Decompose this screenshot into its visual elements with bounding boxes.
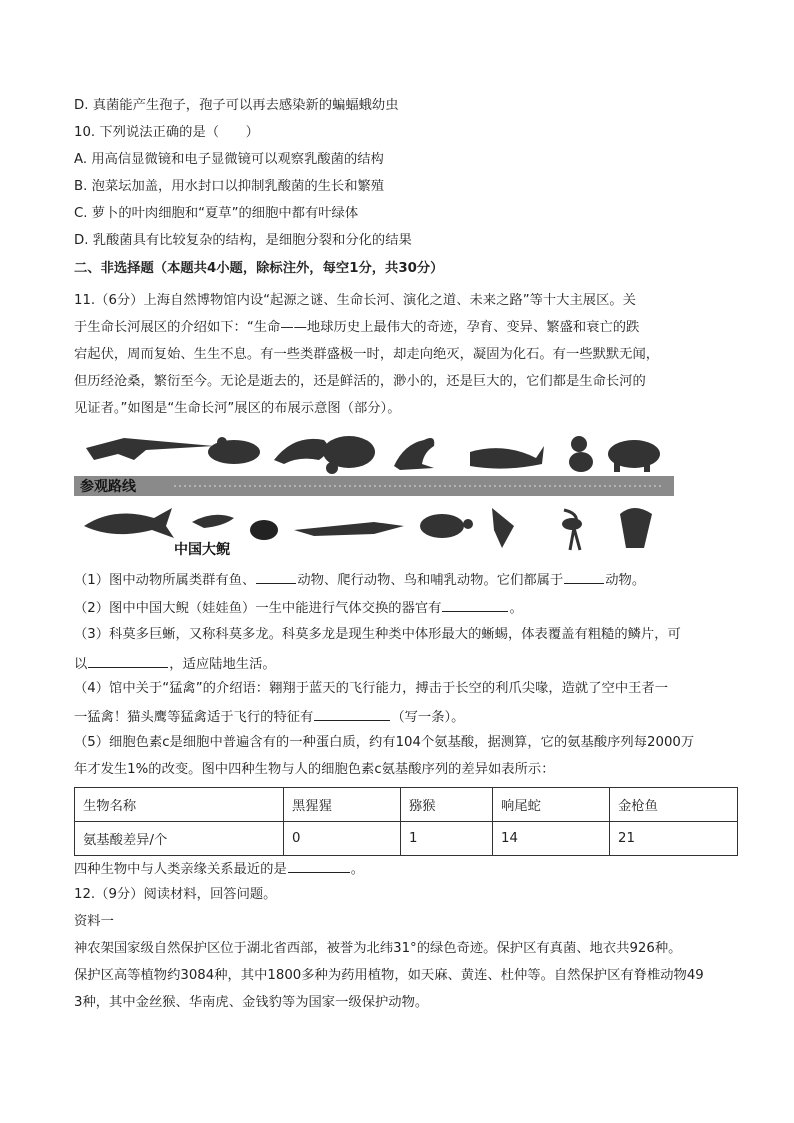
q12-stem: 12.（9分）阅读材料，回答问题。 <box>74 887 277 902</box>
crane-icon <box>562 510 582 550</box>
q11-line-4: 但历经沧桑，繁衍至今。无论是逝去的，还是鲜活的，渺小的，还是巨大的，它们都是生命长河的 <box>74 374 646 389</box>
salamander-label: 中国大鲵 <box>174 541 230 557</box>
owl-icon <box>620 508 652 548</box>
crocodile-icon <box>294 522 404 536</box>
bird-icon <box>492 508 514 548</box>
sub-q5-line-2: 年才发生1%的改变。图中四种生物与人的细胞色素c氨基酸序列的差异如表所示： <box>74 762 555 777</box>
answer-blank[interactable] <box>314 707 390 721</box>
answer-blank[interactable] <box>564 570 604 584</box>
table-row <box>75 822 738 856</box>
table-cell: 14 <box>493 822 610 856</box>
table-cell: 生物名称 <box>75 788 284 822</box>
q10-option-a: A. 用高信显微镜和电子显微镜可以观察乳酸菌的结构 <box>74 152 384 167</box>
frog-icon <box>208 437 260 464</box>
q10-option-c: C. 萝卜的叶肉细胞和“夏草”的细胞中都有叶绿体 <box>74 206 359 221</box>
creature-icon <box>323 436 375 474</box>
q9-option-d: D. 真菌能产生孢子，孢子可以再去感染新的蝙蝠蛾幼虫 <box>74 98 399 113</box>
table-header-row <box>75 788 738 822</box>
table-cell: 1 <box>401 822 493 856</box>
q10-option-d: D. 乳酸菌具有比较复杂的结构，是细胞分裂和分化的结果 <box>74 233 412 248</box>
q11-line-1: 11.（6分）上海自然博物馆内设“起源之谜、生命长河、演化之道、未来之路”等十大主展区。关 <box>74 293 636 308</box>
after-table: 四种生物中与人类亲缘关系最近的是 。 <box>74 859 364 879</box>
answer-blank[interactable] <box>442 598 508 612</box>
table-cell: 21 <box>610 822 738 856</box>
route-label: 参观路线 <box>80 478 136 494</box>
sub-q2: （2）图中中国大鲵（娃娃鱼）一生中能进行气体交换的器官有 。 <box>74 598 523 618</box>
bear-icon <box>608 440 660 472</box>
table-cell: 氨基酸差异/个 <box>75 822 284 856</box>
sea-lion-icon <box>394 438 434 470</box>
turtle-icon <box>420 514 473 538</box>
material-line-1: 神农架国家级自然保护区位于湖北省西部，被誉为北纬31°的绿色奇迹。保护区有真菌、地衣共926种。 <box>74 941 682 956</box>
answer-blank[interactable] <box>88 654 168 668</box>
table-cell: 响尾蛇 <box>493 788 610 822</box>
sub-q3-line-1: （3）科莫多巨蜥，又称科莫多龙。科莫多龙是现生种类中体形最大的蜥蜴，体表覆盖有粗糙的鳞片，可 <box>74 627 681 642</box>
cytochrome-table <box>74 787 738 856</box>
life-river-figure <box>74 430 674 558</box>
q11-line-2: 于生命长河展区的介绍如下：“生命——地球历史上最伟大的奇迹，孕育、变异、繁盛和衰亡的跌 <box>74 320 640 335</box>
mammal-icon <box>274 439 328 464</box>
sub-q3-line-2: 以 ，适应陆地生活。 <box>74 654 276 674</box>
q10-stem: 10. 下列说法正确的是（ ） <box>74 125 259 140</box>
q11-line-3: 宕起伏，周而复始、生生不息。有一些类群盛极一时，却走向绝灭，凝固为化石。有一些默默无闻， <box>74 347 660 362</box>
whale-icon <box>470 446 544 469</box>
sub-q4-line-1: （4）馆中关于“猛禽”的介绍语：翱翔于蓝天的飞行能力，搏击于长空的利爪尖喙，造就了空中王者一 <box>74 681 669 696</box>
table-cell: 黑猩猩 <box>284 788 401 822</box>
sub-q1: （1）图中动物所属类群有鱼、 动物、爬行动物、鸟和哺乳动物。它们都属于 动物。 <box>74 570 645 590</box>
answer-blank[interactable] <box>288 859 350 873</box>
table-cell: 金枪鱼 <box>610 788 738 822</box>
sub-q5-line-1: （5）细胞色素c是细胞中普遍含有的一种蛋白质，约有104个氨基酸，据测算，它的氨基酸序列每2000万 <box>74 735 695 750</box>
material-label: 资料一 <box>74 914 114 929</box>
material-line-2: 保护区高等植物约3084种，其中1800多种为药用植物，如天麻、黄连、杜仲等。自然保护区有脊椎动物49 <box>74 968 704 983</box>
q11-line-5: 见证者。”如图是“生命长河”展区的布展示意图（部分）。 <box>74 401 401 416</box>
shark-icon <box>84 508 174 538</box>
salamander-icon <box>192 515 234 528</box>
material-line-3: 3种，其中金丝猴、华南虎、金钱豹等为国家一级保护动物。 <box>74 995 429 1010</box>
section-heading: 二、非选择题（本题共4小题，除标注外，每空1分，共30分） <box>74 261 444 276</box>
table-cell: 猕猴 <box>401 788 493 822</box>
sub-q4-line-2: 一猛禽！猫头鹰等猛禽适于飞行的特征有 （写一条）。 <box>74 707 464 727</box>
table-cell: 0 <box>284 822 401 856</box>
q10-option-b: B. 泡菜坛加盖，用水封口以抑制乳酸菌的生长和繁殖 <box>74 179 385 194</box>
answer-blank[interactable] <box>256 570 296 584</box>
swordfish-icon <box>86 438 214 460</box>
kettle-icon <box>250 520 278 540</box>
monkey-icon <box>569 436 593 472</box>
